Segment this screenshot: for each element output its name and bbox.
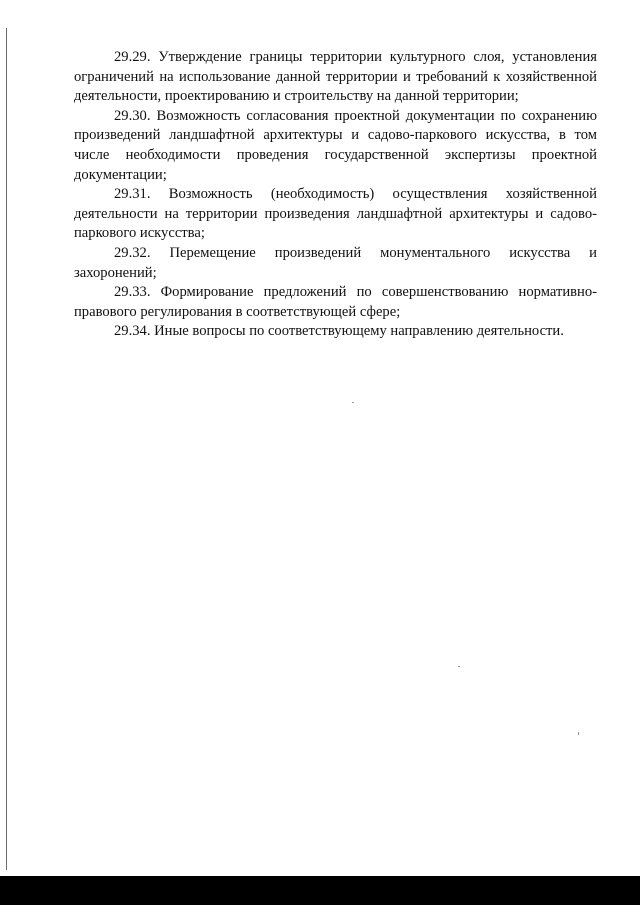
item-29-29: 29.29. Утверждение границы территории культурного слоя, установления ограничений на использование данной территории и требований к хозяйственной деятельности, проектированию и строительству на данной территории; [74,49,597,105]
scan-left-edge [6,28,7,870]
scan-speck [578,732,579,735]
scan-bottom-band [0,876,640,905]
scan-speck [458,666,460,667]
scan-speck [352,402,354,403]
item-29-31: 29.31. Возможность (необходимость) осуществления хозяйственной деятельности на территории произведения ландшафтной архитектуры и садово-паркового искусства; [74,186,597,242]
item-29-32: 29.32. Перемещение произведений монументального искусства и захоронений; [74,244,597,281]
item-29-33: 29.33. Формирование предложений по совершенствованию нормативно-правового регулирования в соответствующей сфере; [74,284,597,320]
item-29-30: 29.30. Возможность согласования проектной документации по сохранению произведений ландшафтной архитектуры и садово-паркового искусства, в том числе необходимости проведения государственной экспертизы проектной документации; [74,107,597,183]
item-29-34: 29.34. Иные вопросы по соответствующему направлению деятельности. [114,323,564,340]
document-body [74,48,597,342]
